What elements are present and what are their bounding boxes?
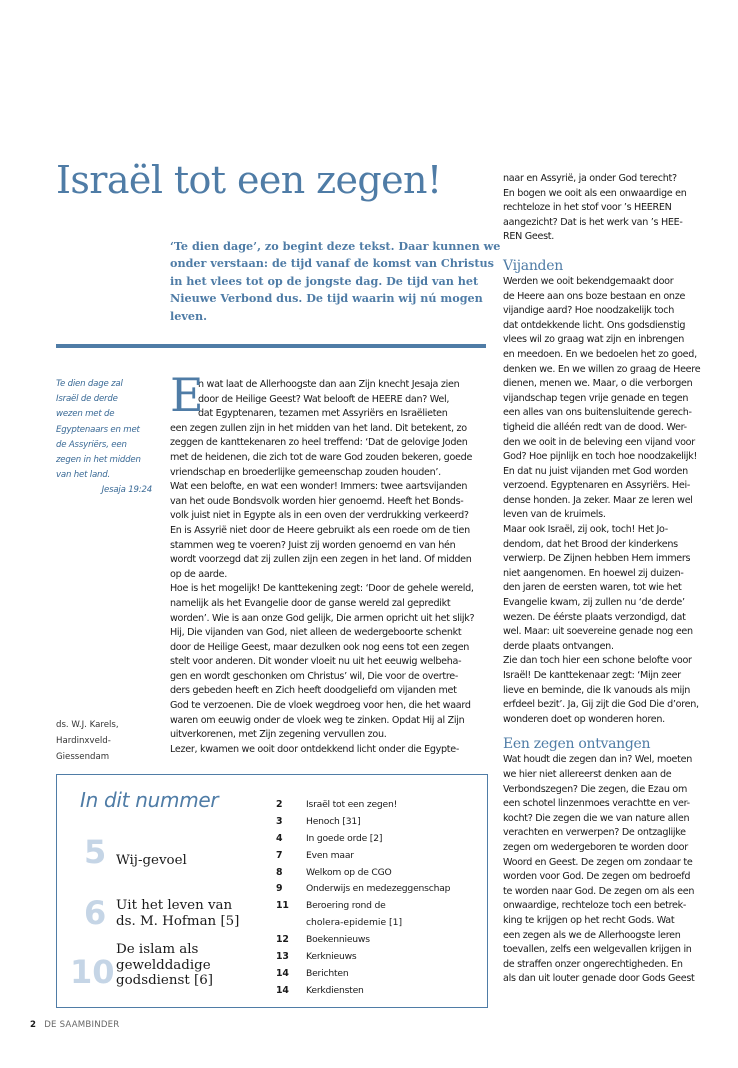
body-line: Lezer, kwamen we ooit door ontdekkend licht onder die Egypte-: [170, 743, 460, 755]
body-line: verzoend. Egyptenaren en Assyriërs. Hei-: [503, 480, 690, 492]
toc-item-title: Kerknieuws: [306, 951, 357, 963]
body-line: waren om eeuwig onder de vloek weg te zinken. Opdat Hij al Zijn: [170, 714, 465, 726]
body-line: kocht? Die zegen die we van nature allen: [503, 812, 690, 824]
toc-feature-title-line: De islam als: [116, 942, 199, 957]
article-title: Israël tot een zegen!: [56, 158, 442, 202]
body-line: onwaardige, rechteloze toch een betrek-: [503, 900, 687, 912]
toc-list-item[interactable]: [276, 814, 450, 831]
toc-page-number: 9: [276, 883, 283, 895]
body-line: aangezicht? Dat is het werk van ’s HEE-: [503, 216, 683, 228]
toc-feature-number: 5: [84, 833, 107, 871]
author-byline: [56, 718, 119, 765]
body-line: zegen om wedergeboren te worden door: [503, 841, 688, 853]
body-line: Maar ook Israël, zij ook, toch! Het Jo-: [503, 524, 668, 536]
body-line: als dan uit louter genade door Gods Geest: [503, 973, 695, 985]
quote-line: Israël de derde: [56, 394, 118, 405]
body-line: worden’. Wie is aan onze God gelijk, Die armen opricht uit het slijk?: [170, 612, 475, 624]
toc-page-number: 3: [276, 815, 283, 827]
toc-list-item[interactable]: [276, 831, 450, 848]
toc-feature-title-line: ds. M. Hofman [5]: [116, 913, 240, 929]
toc-item-title-continued: cholera-epidemie [1]: [306, 917, 403, 929]
body-line: uitverkorenen, met Zijn zegening vervullen zou.: [170, 729, 387, 741]
body-line: dense honden. Ja zeker. Maar ze leren wel: [503, 494, 693, 506]
toc-page-number: 2: [276, 799, 283, 810]
body-line: tigheid die alléén redt van de dood. Wer-: [503, 421, 687, 433]
toc-list-item[interactable]: [276, 881, 450, 898]
toc-page-number: 12: [276, 934, 289, 946]
drop-cap: E: [170, 368, 204, 422]
body-line: wordt voorzegd dat zij zullen zijn een zegen in het land. Of midden: [170, 554, 472, 566]
body-line: de straffen onzer ongerechtigheden. En: [503, 958, 683, 970]
toc-item-title: Israël tot een zegen!: [306, 799, 398, 810]
body-line: te worden naar God. De zegen om als een: [503, 885, 695, 897]
toc-feature-title-line: Uit het leven van: [116, 898, 233, 913]
body-line: naar en Assyrië, ja onder God terecht?: [503, 173, 677, 184]
body-line: king te krijgen op het recht Gods. Wat: [503, 914, 675, 926]
body-line: En dat nu juist vijanden met God worden: [503, 465, 688, 477]
toc-page-number: 14: [276, 984, 289, 996]
body-line: met de heidenen, die zich tot de ware God zouden bekeren, goede: [170, 451, 473, 463]
body-line: den we ooit in de beleving een vijand voor: [503, 436, 695, 448]
body-line: door de Heilige Geest? Wat belooft de HEERE dan? Wel,: [198, 393, 450, 405]
body-line: van het oude Bondsvolk worden hier genoemd. Heeft het Bonds-: [170, 495, 464, 507]
intro-line: ‘Te dien dage’, zo begint deze tekst. Daar kunnen we: [170, 239, 501, 253]
body-line: leven van de kruimels.: [503, 509, 606, 521]
toc-list: [276, 797, 450, 1000]
toc-feature-number: 6: [84, 894, 107, 932]
body-line: vriendschap en broederlijke gemeenschap zouden houden’.: [170, 466, 441, 478]
body-line: lieve en beminde, die Ik vanouds als mijn: [503, 684, 690, 696]
body-line: vijandschap tegen vrije genade en tegen: [503, 392, 689, 404]
body-line: een alles van ons buitensluitende gerech-: [503, 407, 692, 419]
body-line: Israël! De kanttekenaar zegt: ‘Mijn zeer: [503, 670, 681, 681]
toc-list-item[interactable]: [276, 865, 450, 882]
toc-page-number: 7: [276, 849, 283, 861]
page-number: 2: [30, 1020, 37, 1030]
toc-heading: In dit nummer: [80, 788, 219, 812]
toc-page-number: 14: [276, 967, 289, 979]
body-line: Hoe is het mogelijk! De kanttekening zegt: ‘Door de gehele wereld,: [170, 583, 474, 595]
toc-item-title: Boekennieuws: [306, 934, 370, 946]
toc-item-title: Henoch [31]: [306, 815, 361, 827]
body-line: Woord en Geest. De zegen om zondaar te: [503, 856, 693, 868]
intro-line: in het vlees tot op de jongste dag. De tijd van het: [170, 273, 479, 288]
toc-feature-title[interactable]: [116, 853, 187, 869]
body-line: denken we. En we willen zo graag de Heere: [503, 363, 701, 375]
body-line: de Heere aan ons boze bestaan en onze: [503, 290, 686, 302]
quote-line: zegen in het midden: [56, 455, 141, 466]
body-line: REN Geest.: [503, 231, 555, 243]
body-line: wel. Maar: uit soevereine genade nog een: [503, 626, 693, 638]
body-line: vijandige aard? Hoe noodzakelijk toch: [503, 305, 674, 317]
body-line: verachten en verwerpen? De ontzaglijke: [503, 827, 686, 839]
toc-feature-title[interactable]: [116, 942, 213, 989]
subheading-vijanden: Vijanden: [503, 257, 563, 274]
toc-list-item[interactable]: [276, 848, 450, 865]
toc-page-number: 11: [276, 900, 289, 912]
body-line: worden voor God. De zegen om bedroefd: [503, 871, 691, 883]
quote-reference: Jesaja 19:24: [101, 485, 152, 496]
body-line: en meedoen. En we bedoelen het zo goed,: [503, 348, 697, 360]
toc-feature-title-line: godsdienst [6]: [116, 973, 213, 988]
body-line: stammen weg te voeren? Juist zij worden genoemd en van hén: [170, 539, 456, 551]
body-line: dat ontdekkende licht. Ons godsdienstig: [503, 319, 686, 331]
body-line: Werden we ooit bekendgemaakt door: [503, 275, 674, 287]
body-line: God te verzoenen. Die de vloek wegdroeg voor hen, die het waard: [170, 700, 471, 712]
body-line: vlees wil zo graag wat zijn en inbrengen: [503, 334, 684, 346]
body-line: En is Assyrië niet door de Heere gebruikt als een roede om de tien: [170, 524, 470, 536]
publication-name: DE SAAMBINDER: [44, 1020, 120, 1030]
toc-list-item[interactable]: [276, 797, 450, 814]
toc-list-item[interactable]: [276, 898, 450, 915]
scripture-quote: [56, 377, 152, 499]
toc-item-title: Welkom op de CGO: [306, 866, 392, 878]
body-line: stelt voor anderen. Dit wonder vloeit nu uit het eeuwig welbeha-: [170, 656, 462, 668]
body-line: we hier niet allereerst denken aan de: [503, 768, 672, 780]
article-body-main: [170, 368, 488, 757]
body-line: verwierp. De Zijnen hebben Hem immers: [503, 553, 691, 565]
toc-item-title: Even maar: [306, 849, 354, 861]
body-line: dat Egyptenaren, tezamen met Assyriërs en Israëlieten: [198, 408, 448, 420]
toc-page-number: 13: [276, 951, 289, 963]
author-line: ds. W.J. Karels,: [56, 720, 119, 730]
body-line: derde plaats ontvangen.: [503, 640, 614, 652]
quote-line: wezen met de: [56, 409, 115, 420]
body-line: God? Hoe pijnlijk en toch hoe noodzakelijk!: [503, 451, 698, 463]
body-line: zeggen de kanttekenaren zo heel treffend: ‘Dat de gelovige Joden: [170, 437, 468, 449]
article-body-right: [503, 172, 713, 987]
toc-page-number: 8: [276, 866, 283, 878]
toc-list-item[interactable]: [276, 949, 450, 966]
body-line: gen en wordt geschonken om Christus’ wil, Die voor de overtre-: [170, 670, 459, 682]
toc-list-item[interactable]: [276, 966, 450, 983]
intro-line: leven.: [170, 308, 208, 323]
body-line: dienen, menen we. Maar, o die verborgen: [503, 378, 693, 390]
body-line: n wat laat de Allerhoogste dan aan Zijn knecht Jesaja zien: [198, 379, 460, 390]
body-line: wonderen doet op wonderen horen.: [503, 713, 665, 725]
body-line: een zegen als we de Allerhoogste leren: [503, 929, 681, 941]
body-line: Evangelie kwam, zij zullen nu ‘de derde’: [503, 597, 685, 609]
body-line: op de aarde.: [170, 568, 228, 580]
body-line: toevallen, zelfs een welgevallen krijgen in: [503, 944, 692, 956]
body-line: volk juist niet in Egypte als in een oven der verdrukking verkeerd?: [170, 510, 469, 522]
toc-feature-title[interactable]: [116, 898, 239, 929]
body-line: wezen. De éérste plaats verzondigd, dat: [503, 611, 686, 623]
body-line: niet aangenomen. En hoewel zij duizen-: [503, 567, 684, 579]
body-line: Zie dan toch hier een schone belofte voor: [503, 655, 692, 667]
divider-rule: [56, 344, 486, 348]
intro-line: onder verstaan: de tijd vanaf de komst van Christus: [170, 256, 494, 271]
quote-line: van het land.: [56, 470, 111, 481]
article-intro: [170, 238, 501, 325]
body-line: Wat houdt die zegen dan in? Wel, moeten: [503, 754, 693, 766]
toc-page-number: 4: [276, 832, 283, 844]
toc-item-title: Onderwijs en medezeggenschap: [306, 883, 451, 895]
toc-feature-title-line: gewelddadige: [116, 957, 211, 973]
toc-list-item[interactable]: [276, 932, 450, 949]
body-line: Wat een belofte, en wat een wonder! Immers: twee aartsvijanden: [170, 481, 468, 493]
intro-line: Nieuwe Verbond dus. De tijd waarin wij nú mogen: [170, 291, 483, 306]
quote-line: de Assyriërs, een: [56, 439, 127, 450]
body-line: ders gebeden heeft en Zich heeft doodgeliefd om vijanden met: [170, 685, 457, 697]
toc-feature-title-line: Wij-gevoel: [116, 853, 187, 868]
author-line: Hardinxveld-: [56, 735, 111, 746]
toc-item-title: Berichten: [306, 967, 349, 979]
body-line: Hij, Die vijanden van God, niet alleen de wedergeboorte schenkt: [170, 627, 462, 639]
subheading-een-zegen-ontvangen: Een zegen ontvangen: [503, 736, 651, 753]
toc-item-title: In goede orde [2]: [306, 832, 383, 844]
toc-feature-number: 10: [70, 953, 115, 991]
body-line: En bogen we ooit als een onwaardige en: [503, 187, 687, 199]
body-line: dendom, dat het Brood der kinderkens: [503, 538, 678, 550]
toc-list-item[interactable]: [276, 983, 450, 1000]
body-line: erfdeel bezit’. Ja, Gij zijt die God Die d’oren,: [503, 699, 699, 711]
quote-line: Te dien dage zal: [56, 379, 123, 389]
quote-line: Egyptenaars en met: [56, 424, 140, 435]
body-line: door de Heilige Geest, maar dezulken ook nog eens tot een zegen: [170, 641, 470, 653]
body-line: namelijk als het Evangelie door de ganse wereld zal gepredikt: [170, 597, 451, 609]
author-line: Giessendam: [56, 751, 110, 762]
toc-item-title: Beroering rond de: [306, 900, 386, 912]
body-line: Verbondszegen? Die zegen, die Ezau om: [503, 783, 687, 795]
page-footer: [30, 1020, 119, 1030]
body-line: rechteloze in het stof voor ’s HEEREN: [503, 202, 672, 214]
body-line: den jaren de eersten waren, tot wie het: [503, 582, 682, 594]
body-line: een zegen zullen zijn in het midden van het land. Dit betekent, zo: [170, 422, 467, 434]
toc-item-title: Kerkdiensten: [306, 984, 364, 996]
body-line: een schotel linzenmoes verachtte en ver-: [503, 798, 690, 810]
